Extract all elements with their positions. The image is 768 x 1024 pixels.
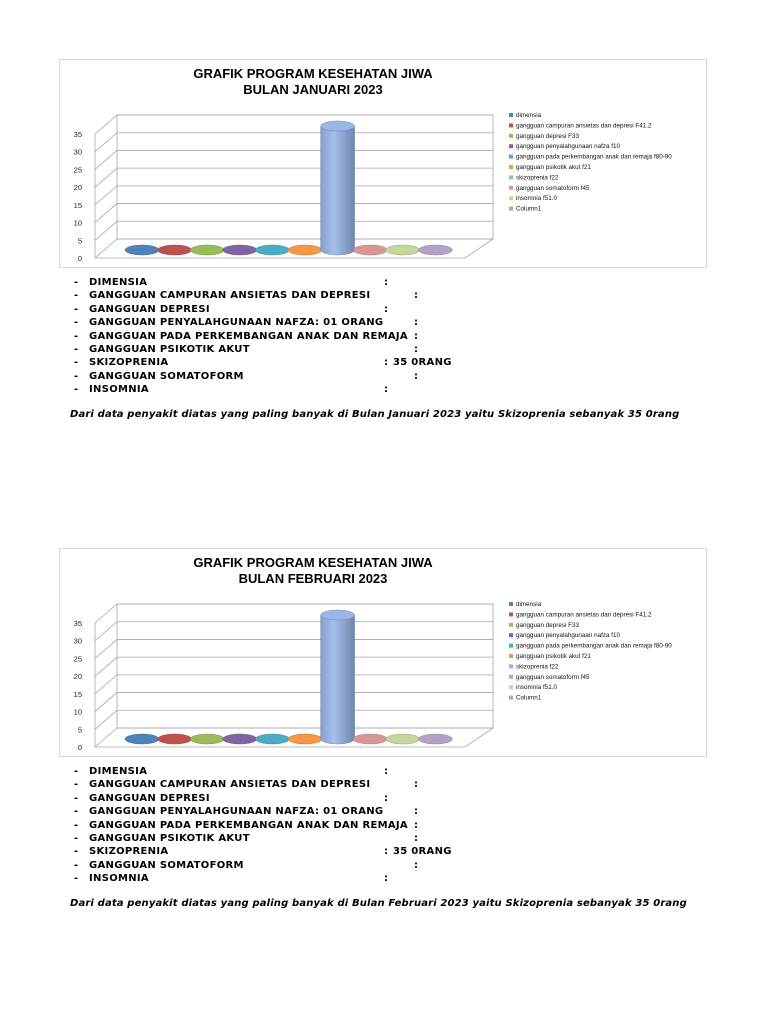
legend-entry: Column1: [516, 694, 542, 702]
bar-5: [288, 734, 322, 744]
list-label: GANGGUAN PSIKOTIK AKUT: [89, 833, 250, 844]
bar-top: [321, 121, 355, 131]
bar-0: [125, 245, 159, 255]
back-wall: [117, 604, 493, 728]
list-dash: -: [74, 290, 79, 302]
legend-entry: gangguan campuran ansietas dan depresi F41.2: [516, 611, 652, 619]
legend-entry: gangguan pada perkembangan anak dan remaja f80-90: [516, 153, 672, 161]
legend-swatch: [509, 165, 513, 169]
list-label: GANGGUAN SOMATOFORM: [89, 859, 244, 871]
gridline: [95, 168, 493, 187]
chart-february: [59, 548, 707, 757]
legend-entry: dimensia: [516, 601, 542, 608]
bar-4: [255, 245, 289, 255]
list-colon: :: [414, 859, 419, 871]
legend-swatch: [509, 134, 513, 138]
y-tick-label: 0: [77, 254, 82, 263]
bar-9: [418, 245, 452, 255]
bar-top: [321, 610, 355, 620]
bar-body: [321, 126, 355, 255]
bar-9: [418, 734, 452, 744]
list-colon: :: [414, 317, 419, 329]
list-label: GANGGUAN PENYALAHGUNAAN NAFZA: 01 ORANG: [89, 317, 384, 329]
gridline: [95, 115, 493, 134]
list-colon: :: [384, 846, 389, 858]
bar-3: [223, 734, 257, 744]
bar-disc: [255, 734, 289, 744]
plot-area: [74, 115, 493, 263]
chart-subtitle: BULAN JANUARI 2023: [243, 82, 383, 97]
bar-7: [353, 245, 387, 255]
list-dash: -: [74, 277, 79, 288]
y-tick-label: 5: [77, 236, 82, 246]
list-colon: :: [414, 330, 419, 342]
bar-disc: [418, 245, 452, 255]
bar-8: [386, 245, 420, 255]
list-colon: :: [384, 384, 389, 396]
bar-body: [321, 615, 355, 744]
legend-swatch: [509, 685, 513, 689]
list-colon: :: [414, 806, 419, 818]
list-label: SKIZOPRENIA: [89, 846, 169, 858]
chart-svg: [60, 60, 706, 267]
legend-swatch: [509, 113, 513, 117]
legend-swatch: [509, 644, 513, 648]
legend: [509, 601, 672, 702]
chart-title: GRAFIK PROGRAM KESEHATAN JIWA: [193, 555, 433, 570]
bar-2: [190, 734, 224, 744]
gridline: [95, 604, 493, 623]
legend-swatch: [509, 207, 513, 211]
list-dash: -: [74, 384, 79, 396]
gridline: [95, 675, 493, 694]
list-colon: :: [414, 370, 419, 382]
bar-1: [158, 245, 192, 255]
list-dash: -: [74, 330, 79, 342]
legend-swatch: [509, 696, 513, 700]
legend-swatch: [509, 623, 513, 627]
chart-svg: [60, 549, 706, 756]
bar-2: [190, 245, 224, 255]
gridline: [95, 622, 493, 641]
bar-6: [321, 610, 355, 744]
legend-swatch: [509, 602, 513, 606]
conclusion-text: Dari data penyakit diatas yang paling banyak di Bulan Januari 2023 yaitu Skizoprenia sebanyak 35 0rang: [70, 409, 680, 420]
bar-disc: [288, 734, 322, 744]
legend-swatch: [509, 612, 513, 616]
bar-disc: [125, 734, 159, 744]
bar-disc: [190, 734, 224, 744]
bar-3: [223, 245, 257, 255]
list-colon: :: [384, 792, 389, 804]
y-tick-label: 30: [73, 636, 82, 646]
legend-entry: gangguan pada perkembangan anak dan remaja f80-90: [516, 642, 672, 650]
list-colon: :: [414, 833, 419, 844]
gridline: [95, 693, 493, 712]
list-dash: -: [74, 833, 79, 844]
list-dash: -: [74, 370, 79, 382]
bar-disc: [125, 245, 159, 255]
y-tick-label: 10: [73, 707, 82, 717]
list-colon: :: [414, 819, 419, 831]
legend: [509, 112, 672, 213]
list-colon: :: [414, 779, 419, 791]
list-dash: -: [74, 792, 79, 804]
list-label: GANGGUAN PADA PERKEMBANGAN ANAK DAN REMAJA: [89, 330, 408, 342]
legend-entry: gangguan psikotik akut f21: [516, 164, 591, 171]
bar-disc: [353, 245, 387, 255]
legend-entry: skizoprenia f22: [516, 663, 559, 671]
y-tick-label: 0: [77, 743, 82, 752]
bar-disc: [158, 245, 192, 255]
chart-january: [59, 59, 707, 268]
bar-disc: [386, 734, 420, 744]
y-tick-label: 35: [73, 130, 82, 139]
list-dash: -: [74, 344, 79, 355]
gridline: [95, 221, 493, 240]
gridline: [95, 657, 493, 676]
bar-disc: [255, 245, 289, 255]
legend-swatch: [509, 654, 513, 658]
list-label: INSOMNIA: [89, 384, 149, 396]
legend-entry: insomnia f51.0: [516, 684, 557, 692]
bar-disc: [386, 245, 420, 255]
chart-subtitle: BULAN FEBRUARI 2023: [238, 571, 388, 586]
list-value: 35 0RANG: [393, 846, 452, 858]
plot-area: [74, 604, 493, 752]
list-dash: -: [74, 357, 79, 369]
list-colon: :: [414, 344, 419, 355]
bar-8: [386, 734, 420, 744]
list-colon: :: [384, 303, 389, 315]
bar-disc: [190, 245, 224, 255]
y-tick-label: 35: [73, 619, 82, 628]
list-dash: -: [74, 806, 79, 818]
list-dash: -: [74, 317, 79, 329]
list-dash: -: [74, 819, 79, 831]
bar-disc: [223, 245, 257, 255]
legend-swatch: [509, 144, 513, 148]
bar-1: [158, 734, 192, 744]
legend-entry: gangguan penyalahgunaan nafza f10: [516, 632, 620, 640]
list-label: GANGGUAN SOMATOFORM: [89, 370, 244, 382]
list-value: 35 0RANG: [393, 357, 452, 369]
legend-entry: gangguan penyalahgunaan nafza f10: [516, 143, 620, 151]
legend-entry: gangguan somatoform f45: [516, 673, 590, 681]
list-label: SKIZOPRENIA: [89, 357, 169, 369]
bar-disc: [158, 734, 192, 744]
list-dash: -: [74, 859, 79, 871]
y-tick-label: 5: [77, 725, 82, 735]
y-tick-label: 15: [73, 689, 82, 699]
list-colon: :: [414, 290, 419, 302]
list-colon: :: [384, 766, 389, 777]
y-tick-label: 25: [73, 165, 82, 175]
back-wall: [117, 115, 493, 239]
legend-entry: skizoprenia f22: [516, 174, 559, 182]
legend-swatch: [509, 633, 513, 637]
list-colon: :: [384, 873, 389, 885]
legend-swatch: [509, 664, 513, 668]
bar-disc: [223, 734, 257, 744]
list-label: GANGGUAN DEPRESI: [89, 303, 210, 315]
legend-entry: gangguan somatoform f45: [516, 184, 590, 192]
legend-swatch: [509, 155, 513, 159]
bar-4: [255, 734, 289, 744]
legend-entry: Column1: [516, 205, 542, 213]
chart-title: GRAFIK PROGRAM KESEHATAN JIWA: [193, 66, 433, 81]
list-label: DIMENSIA: [89, 277, 148, 288]
list-label: GANGGUAN CAMPURAN ANSIETAS DAN DEPRESI: [89, 779, 371, 791]
list-label: GANGGUAN PADA PERKEMBANGAN ANAK DAN REMAJA: [89, 819, 408, 831]
conclusion-text: Dari data penyakit diatas yang paling banyak di Bulan Februari 2023 yaitu Skizoprenia sebanyak 35 0rang: [70, 898, 687, 909]
legend-entry: gangguan depresi F33: [516, 132, 580, 140]
y-tick-label: 25: [73, 654, 82, 664]
bar-disc: [288, 245, 322, 255]
bar-disc: [353, 734, 387, 744]
bar-disc: [418, 734, 452, 744]
bar-7: [353, 734, 387, 744]
y-tick-label: 15: [73, 200, 82, 210]
y-tick-label: 30: [73, 147, 82, 157]
list-label: GANGGUAN CAMPURAN ANSIETAS DAN DEPRESI: [89, 290, 371, 302]
legend-entry: dimensia: [516, 112, 542, 119]
bar-6: [321, 121, 355, 255]
list-label: DIMENSIA: [89, 766, 148, 777]
list-dash: -: [74, 766, 79, 777]
list-dash: -: [74, 779, 79, 791]
list-dash: -: [74, 303, 79, 315]
y-tick-label: 20: [73, 183, 82, 193]
list-label: GANGGUAN PENYALAHGUNAAN NAFZA: 01 ORANG: [89, 806, 384, 818]
gridline: [95, 639, 493, 658]
list-label: GANGGUAN DEPRESI: [89, 792, 210, 804]
list-dash: -: [74, 846, 79, 858]
y-tick-label: 20: [73, 672, 82, 682]
legend-entry: insomnia f51.0: [516, 195, 557, 203]
legend-entry: gangguan campuran ansietas dan depresi F41.2: [516, 122, 652, 130]
list-colon: :: [384, 277, 389, 288]
gridline: [95, 133, 493, 152]
gridline: [95, 150, 493, 169]
legend-swatch: [509, 196, 513, 200]
gridline: [95, 204, 493, 223]
list-label: GANGGUAN PSIKOTIK AKUT: [89, 344, 250, 355]
list-colon: :: [384, 357, 389, 369]
bar-0: [125, 734, 159, 744]
legend-swatch: [509, 186, 513, 190]
gridline: [95, 186, 493, 205]
list-label: INSOMNIA: [89, 873, 149, 885]
list-dash: -: [74, 873, 79, 885]
y-tick-label: 10: [73, 218, 82, 228]
legend-swatch: [509, 123, 513, 127]
legend-swatch: [509, 175, 513, 179]
gridline: [95, 710, 493, 729]
legend-entry: gangguan depresi F33: [516, 621, 580, 629]
legend-swatch: [509, 675, 513, 679]
legend-entry: gangguan psikotik akut f21: [516, 653, 591, 660]
bar-5: [288, 245, 322, 255]
